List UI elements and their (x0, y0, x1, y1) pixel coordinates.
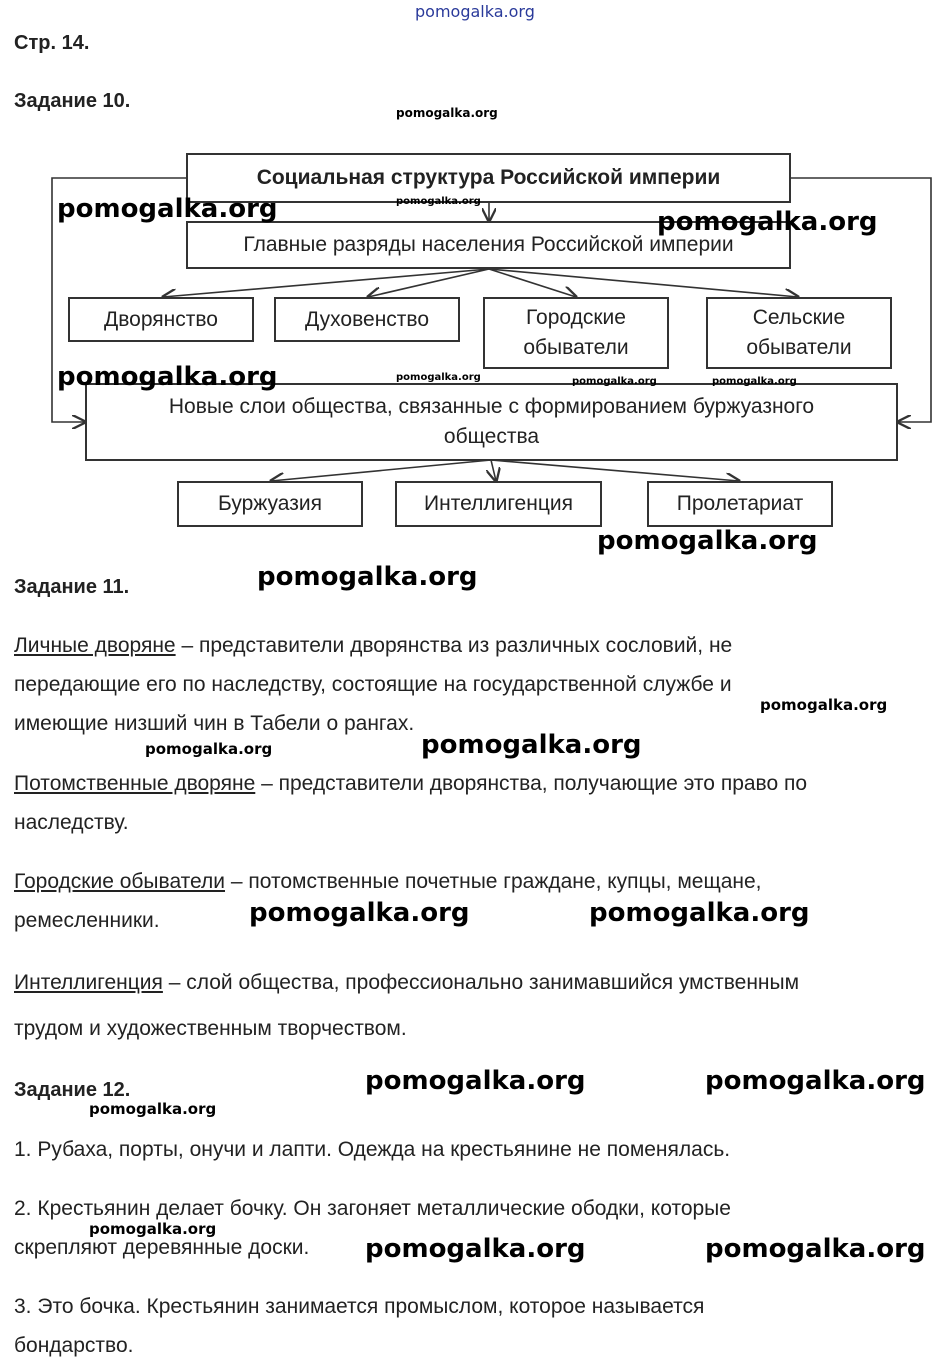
connector-to-proletariat (491, 460, 739, 481)
connector-to-intelligentsia (491, 460, 496, 481)
group-box-bourgeoisie: Буржуазия (177, 481, 363, 527)
watermark: pomogalka.org (396, 106, 498, 120)
watermark: pomogalka.org (257, 562, 478, 592)
term: Потомственные дворяне (14, 772, 256, 795)
watermark: pomogalka.org (365, 1066, 586, 1096)
diagram-title-box: Социальная структура Российской империи (186, 153, 791, 203)
watermark: pomogalka.org (365, 1234, 586, 1264)
watermark: pomogalka.org (597, 526, 818, 556)
watermark: pomogalka.org (89, 1100, 217, 1118)
watermark: pomogalka.org (572, 376, 657, 387)
definition-personal-nobles: Личные дворяне – представители дворянства из различных сословий, не передающие его по наследству, состоящие на государственной службе и имеющие низший чин в Табели о рангах. (14, 634, 733, 735)
answer-3: 3. Это бочка. Крестьянин занимается промыслом, которое называется бондарство. (14, 1295, 705, 1357)
watermark: pomogalka.org (57, 194, 278, 224)
rank-box-rural-dwellers: Сельские обыватели (706, 297, 892, 369)
watermark: pomogalka.org (415, 2, 535, 21)
task12-heading: Задание 12. (14, 1079, 131, 1101)
rank-box-nobility: Дворянство (68, 297, 254, 342)
watermark: pomogalka.org (249, 898, 470, 928)
connector-to-nobility (163, 269, 489, 297)
watermark: pomogalka.org (712, 376, 797, 387)
page-label: Стр. 14. (14, 32, 90, 54)
connector-to-bourgeoisie (271, 460, 491, 481)
new-layers-box: Новые слои общества, связанные с формированием буржуазного общества (85, 383, 898, 461)
definition-intelligentsia: Интеллигенция – слой общества, профессионально занимавшийся умственным трудом и художественным творчеством. (14, 971, 800, 1040)
connector-to-rural (489, 269, 798, 297)
watermark: pomogalka.org (421, 730, 642, 760)
watermark: pomogalka.org (145, 740, 273, 758)
watermark: pomogalka.org (705, 1066, 926, 1096)
watermark: pomogalka.org (589, 898, 810, 928)
watermark: pomogalka.org (705, 1234, 926, 1264)
watermark: pomogalka.org (396, 196, 481, 207)
task10-heading: Задание 10. (14, 90, 131, 112)
definition-town-dwellers: Городские обыватели – потомственные почетные граждане, купцы, мещане, ремесленники. (14, 870, 762, 932)
task11-heading: Задание 11. (14, 576, 130, 598)
watermark: pomogalka.org (657, 207, 878, 237)
main-ranks-box: Главные разряды населения Российской империи (186, 221, 791, 269)
definition-hereditary-nobles: Потомственные дворяне – представители дворянства, получающие это право по наследству. (14, 772, 808, 834)
term: Городские обыватели (14, 870, 226, 893)
term: Интеллигенция (14, 971, 163, 994)
watermark: pomogalka.org (57, 362, 278, 392)
group-box-proletariat: Пролетариат (647, 481, 833, 527)
watermark: pomogalka.org (760, 696, 888, 714)
group-box-intelligentsia: Интеллигенция (395, 481, 602, 527)
watermark: pomogalka.org (89, 1220, 217, 1238)
rank-box-clergy: Духовенство (274, 297, 460, 342)
rank-box-town-dwellers: Городские обыватели (483, 297, 669, 369)
answer-1: 1. Рубаха, порты, онучи и лапти. Одежда на крестьянине не поменялась. (14, 1138, 731, 1161)
term: Личные дворяне (14, 634, 176, 657)
connector-to-clergy (368, 269, 489, 297)
watermark: pomogalka.org (396, 372, 481, 383)
answer-2: 2. Крестьянин делает бочку. Он загоняет металлические ободки, которые скрепляют деревянные доски. (14, 1197, 731, 1259)
